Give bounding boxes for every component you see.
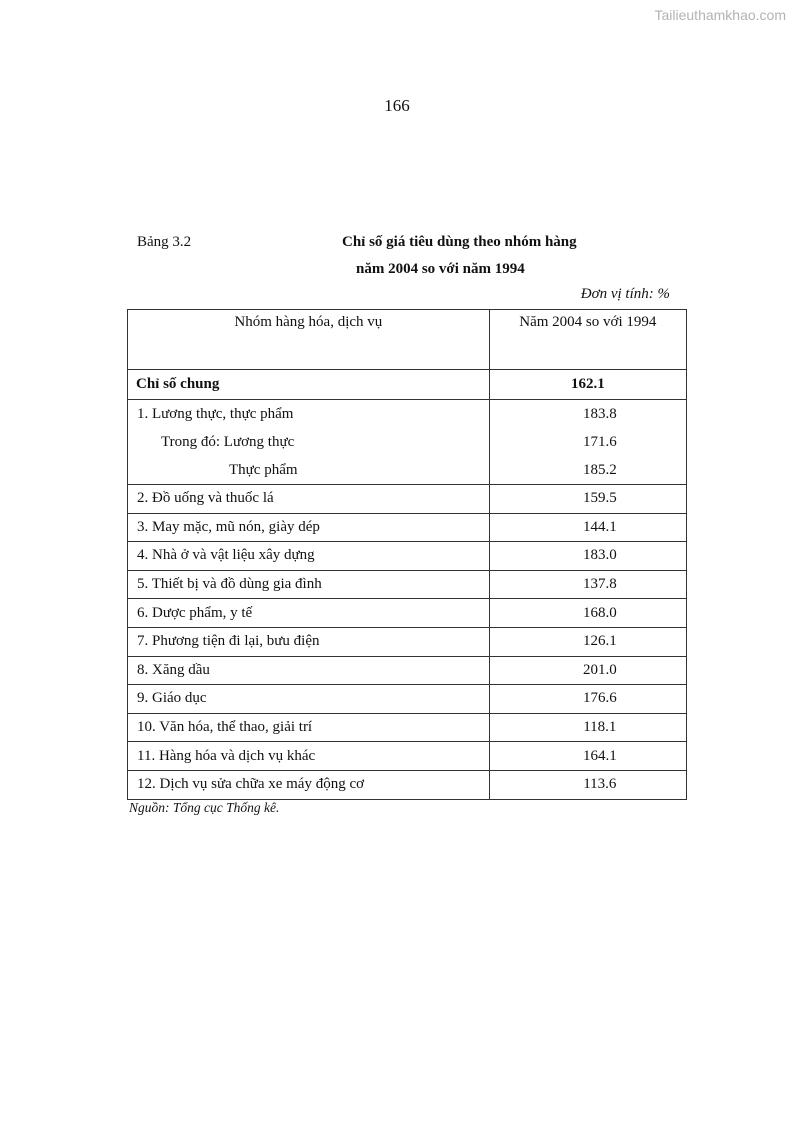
- watermark: Tailieuthamkhao.com: [654, 7, 786, 23]
- table-title-line2: năm 2004 so với năm 1994: [356, 261, 525, 277]
- table-row: [128, 599, 687, 628]
- row-name: 9. Giáo dục: [128, 685, 490, 714]
- table-row: [128, 770, 687, 799]
- table-title-line1: Chỉ số giá tiêu dùng theo nhóm hàng: [342, 234, 577, 250]
- table-row: [128, 713, 687, 742]
- table-row: [128, 485, 687, 514]
- row-name: 12. Dịch vụ sửa chữa xe máy động cơ: [128, 770, 490, 799]
- row-value: 113.6: [489, 770, 686, 799]
- table-row: [128, 570, 687, 599]
- group1-sub2-value: 185.2: [582, 462, 617, 478]
- table-row-group1: [128, 400, 687, 485]
- table-row: [128, 513, 687, 542]
- table-row: [128, 627, 687, 656]
- general-index-value: 162.1: [489, 370, 686, 400]
- header-group: Nhóm hàng hóa, dịch vụ: [128, 310, 490, 370]
- table-row: [128, 656, 687, 685]
- group1-sub1-value: 171.6: [582, 434, 617, 450]
- unit-note: Đơn vị tính: %: [580, 286, 670, 302]
- row-value: 144.1: [489, 513, 686, 542]
- row-name: 5. Thiết bị và đồ dùng gia đình: [128, 570, 490, 599]
- row-value: 201.0: [489, 656, 686, 685]
- row-value: 168.0: [489, 599, 686, 628]
- row-value: 118.1: [489, 713, 686, 742]
- row-name: 11. Hàng hóa và dịch vụ khác: [128, 742, 490, 771]
- general-index-row: [128, 370, 687, 400]
- row-name: 2. Đồ uống và thuốc lá: [128, 485, 490, 514]
- row-value: 137.8: [489, 570, 686, 599]
- group1-sub1-name: Trong đó: Lương thực: [161, 434, 295, 450]
- row-name: 6. Dược phẩm, y tế: [128, 599, 490, 628]
- row-value: 159.5: [489, 485, 686, 514]
- header-row: [128, 310, 687, 370]
- table-row: [128, 685, 687, 714]
- cpi-table: [127, 309, 687, 800]
- row-value: 176.6: [489, 685, 686, 714]
- row-name: 8. Xăng dầu: [128, 656, 490, 685]
- row-name: 3. May mặc, mũ nón, giày dép: [128, 513, 490, 542]
- row-value: 164.1: [489, 742, 686, 771]
- row-name: 7. Phương tiện đi lại, bưu điện: [128, 627, 490, 656]
- group1-value: 183.8: [582, 406, 617, 422]
- source-note: Nguồn: Tổng cục Thống kê.: [129, 800, 280, 815]
- table-label: Bảng 3.2: [137, 234, 192, 250]
- row-value: 183.0: [489, 542, 686, 571]
- group1-name: 1. Lương thực, thực phẩm: [137, 406, 294, 422]
- page-number: 166: [384, 96, 410, 115]
- row-name: 10. Văn hóa, thể thao, giải trí: [128, 713, 490, 742]
- general-index-label: Chỉ số chung: [128, 370, 490, 400]
- group1-sub2-name: Thực phẩm: [229, 462, 298, 478]
- row-value: 126.1: [489, 627, 686, 656]
- header-value: Năm 2004 so với 1994: [489, 310, 686, 370]
- row-name: 4. Nhà ở và vật liệu xây dựng: [128, 542, 490, 571]
- table-row: [128, 742, 687, 771]
- table-row: [128, 542, 687, 571]
